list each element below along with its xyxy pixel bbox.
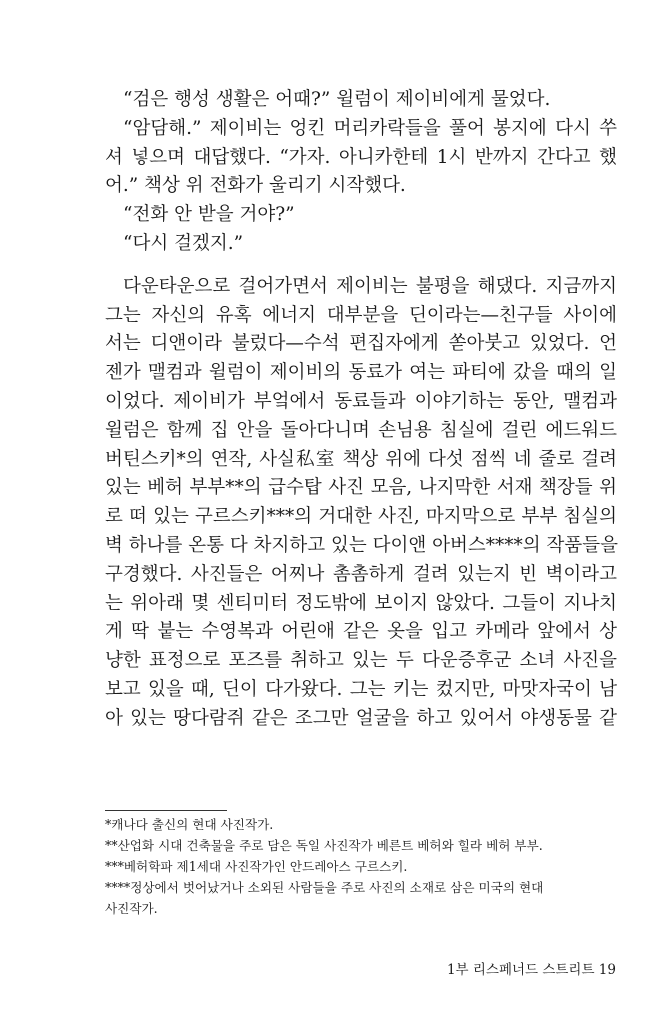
body-line: 버틴스키*의 연작, 사실私室 책상 위에 다섯 점씩 네 줄로 걸려 xyxy=(105,448,617,470)
body-line: 벽 하나를 온통 다 차지하고 있는 다이앤 아버스****의 작품들을 xyxy=(105,534,618,556)
body-line: 서는 디앤이라 불렀다—수석 편집자에게 쏟아붓고 있었다. 언 xyxy=(105,333,617,355)
footnotes xyxy=(105,814,620,919)
body-line: 아 있는 땅다람쥐 같은 조그만 얼굴을 하고 있어서 야생동물 같 xyxy=(105,707,617,729)
running-footer-page-number: 1부 리스페너드 스트리트 19 xyxy=(446,962,616,978)
body-line: 젠가 맬컴과 윌럼이 제이비의 동료가 여는 파티에 갔을 때의 일 xyxy=(105,362,617,384)
body-line: 게 딱 붙는 수영복과 어린애 같은 옷을 입고 카메라 앞에서 상 xyxy=(105,621,617,643)
body-line: “검은 행성 생활은 어때?” 윌럼이 제이비에게 물었다. xyxy=(123,89,551,110)
footnote: ***베허학파 제1세대 사진작가인 안드레아스 구르스키. xyxy=(105,859,408,874)
footnote: *캐나다 출신의 현대 사진작가. xyxy=(105,817,274,832)
body-line: 그는 자신의 유혹 에너지 대부분을 딘이라는—친구들 사이에 xyxy=(105,304,617,326)
body-line: 로 떠 있는 구르스키***의 거대한 사진, 마지막으로 부부 침실의 xyxy=(105,506,617,528)
body-line: “다시 걸겠지.” xyxy=(123,232,244,254)
footnote: 사진작가. xyxy=(105,901,158,916)
body-text xyxy=(105,86,617,734)
body-line: 셔 넣으며 대답했다. “가자. 아니카한테 1시 반까지 간다고 했 xyxy=(105,146,617,168)
footnote: **산업화 시대 건축물을 주로 담은 독일 사진작가 베른트 베허와 힐라 베허 부부. xyxy=(105,838,543,853)
body-line: 윌럼은 함께 집 안을 돌아다니며 손님용 침실에 걸린 에드워드 xyxy=(105,419,617,441)
body-line: 어.” 책상 위 전화가 울리기 시작했다. xyxy=(105,175,406,197)
body-line: 구경했다. 사진들은 어찌나 촘촘하게 걸려 있는지 빈 벽이라고 xyxy=(105,563,617,585)
footnote-divider xyxy=(105,810,227,811)
body-line: “암담해.” 제이비는 엉킨 머리카락들을 풀어 봉지에 다시 쑤 xyxy=(123,117,617,139)
body-line: “전화 안 받을 거야?” xyxy=(123,204,295,226)
body-line: 있는 베허 부부**의 급수탑 사진 모음, 나지막한 서재 책장들 위 xyxy=(105,477,617,499)
body-line: 는 위아래 몇 센티미터 정도밖에 보이지 않았다. 그들이 지나치 xyxy=(105,592,617,614)
body-line: 다운타운으로 걸어가면서 제이비는 불평을 해댔다. 지금까지 xyxy=(123,275,617,297)
body-line: 냥한 표정으로 포즈를 취하고 있는 두 다운증후군 소녀 사진을 xyxy=(105,650,617,672)
body-line: 보고 있을 때, 딘이 다가왔다. 그는 키는 컸지만, 마맛자국이 남 xyxy=(105,678,617,700)
footnote: ****정상에서 벗어났거나 소외된 사람들을 주로 사진의 소재로 삼은 미국의 현대 xyxy=(105,880,544,895)
body-line: 이었다. 제이비가 부엌에서 동료들과 이야기하는 동안, 맬컴과 xyxy=(105,390,617,412)
